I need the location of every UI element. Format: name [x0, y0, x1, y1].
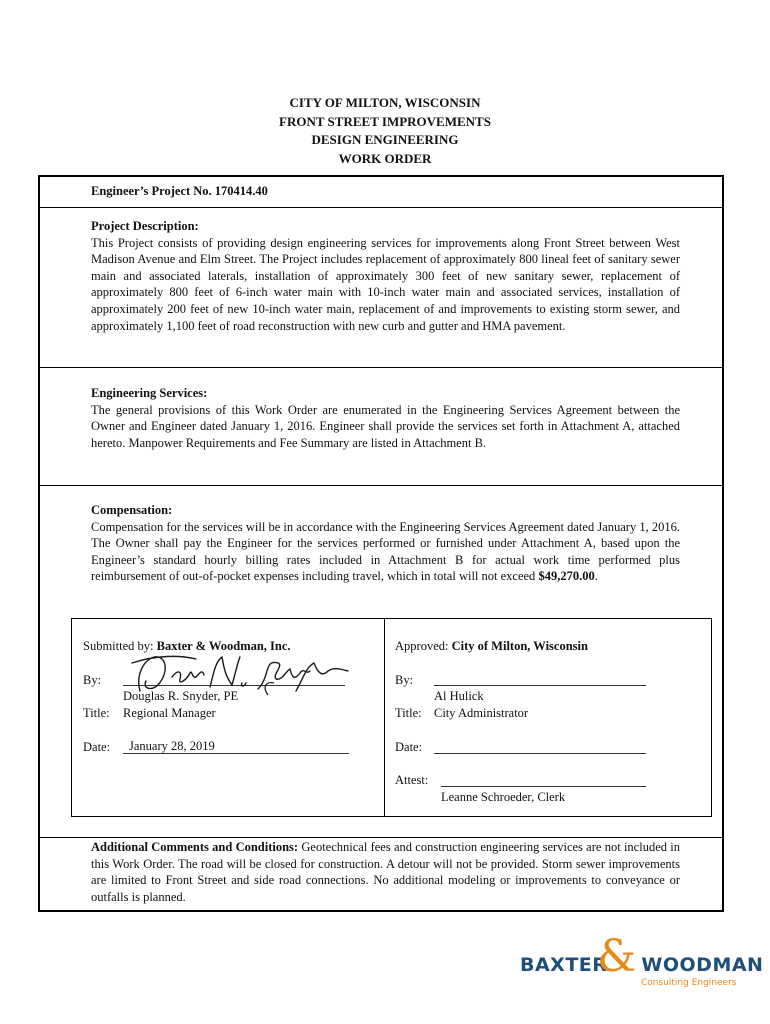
logo-tagline: Consulting Engineers — [641, 978, 737, 988]
header-doc-title: WORK ORDER — [338, 150, 432, 166]
approved-signature-line — [434, 685, 646, 686]
header-city: CITY OF MILTON, WISCONSIN — [289, 95, 481, 110]
compensation-amount: $49,270.00 — [538, 569, 595, 584]
project-number-row — [40, 177, 722, 208]
services-section — [40, 368, 722, 486]
work-order-frame — [38, 175, 724, 912]
document-header — [0, 94, 770, 168]
submitted-by-label: By: — [83, 673, 102, 687]
approved-title-label: Title: — [395, 706, 422, 720]
comments-section — [40, 838, 722, 912]
compensation-end: . — [594, 569, 598, 584]
attest-line — [441, 786, 646, 787]
comments-text — [91, 839, 680, 905]
submitted-title: Regional Manager — [123, 706, 216, 720]
approved-signer: Al Hulick — [434, 689, 484, 703]
approved-by — [395, 638, 588, 654]
attest-name: Leanne Schroeder, Clerk — [441, 790, 566, 804]
description-body: This Project consists of providing design engineering services for improvements along Front Street between West Madison Avenue and Elm Street. The Project includes replacement of approximately 800 lineal feet of sanitary sewer main and associated laterals, installation of approximately 300 feet of new sanitary sewer, replacement of approximately 800 feet of 6-inch water main with 10-inch water main and associated services, installation of approximately 200 feet of new 10-inch water main, replacement of and improvements to existing storm sewer, and approximately 1,100 feet of road reconstruction with new curb and gutter and HMA pavement. — [91, 235, 680, 333]
approved-org: City of Milton, Wisconsin — [451, 639, 588, 653]
signature-divider — [384, 619, 385, 816]
compensation-section — [40, 486, 722, 618]
submitted-label: Submitted by: — [83, 639, 154, 653]
approved-date-line — [434, 753, 646, 754]
services-body: The general provisions of this Work Order are enumerated in the Engineering Services Agreement between the Owner and Engineer dated January 1, 2016. Engineer shall provide the services set forth in Attachment A, attached hereto. Manpower Requirements and Fee Summary are listed in Attachment B. — [91, 402, 680, 450]
description-section — [40, 207, 722, 368]
logo-ampersand: & — [597, 931, 637, 982]
submitted-firm: Baxter & Woodman, Inc. — [156, 639, 291, 653]
submitted-date-label: Date: — [83, 740, 111, 754]
submitted-date: January 28, 2019 — [129, 739, 215, 753]
logo-right-word: WOODMAN — [641, 954, 764, 976]
description-heading: Project Description: — [91, 219, 199, 233]
approved-date-label: Date: — [395, 740, 423, 754]
compensation-heading: Compensation: — [91, 503, 173, 517]
header-type: DESIGN ENGINEERING — [311, 132, 459, 147]
approved-title: City Administrator — [434, 706, 529, 720]
approved-label: Approved: — [395, 639, 449, 653]
baxter-woodman-logo — [520, 931, 764, 997]
logo-left-word: BAXTER — [520, 954, 608, 976]
header-project: FRONT STREET IMPROVEMENTS — [279, 113, 491, 129]
signature-table — [71, 618, 712, 817]
services-heading: Engineering Services: — [91, 386, 208, 400]
comments-body: Geotechnical fees and construction engineering services are not included in this Work Order. The road will be closed for construction. A detour will not be provided. Storm sewer improvements are limited to Front Street and side road connections. No additional modeling or improvements to conveyance or outfalls is planned. — [91, 840, 680, 904]
project-number: Engineer’s Project No. 170414.40 — [91, 184, 268, 198]
approved-by-label: By: — [395, 673, 414, 687]
submitted-signer: Douglas R. Snyder, PE — [123, 689, 239, 703]
attest-label: Attest: — [395, 773, 429, 787]
comments-heading: Additional Comments and Conditions: — [91, 840, 299, 854]
submitted-title-label: Title: — [83, 706, 110, 720]
compensation-body: Compensation for the services will be in accordance with the Engineering Services Agreement dated January 1, 2016. The Owner shall pay the Engineer for the services performed or furnished under Attachment A, based upon the Engineer’s standard hourly billing rates included in Attachment B for actual work time performed plus reimbursement of out-of-pocket expenses including travel, which in total will not exceed — [91, 519, 680, 584]
compensation-body-wrap — [91, 519, 680, 585]
